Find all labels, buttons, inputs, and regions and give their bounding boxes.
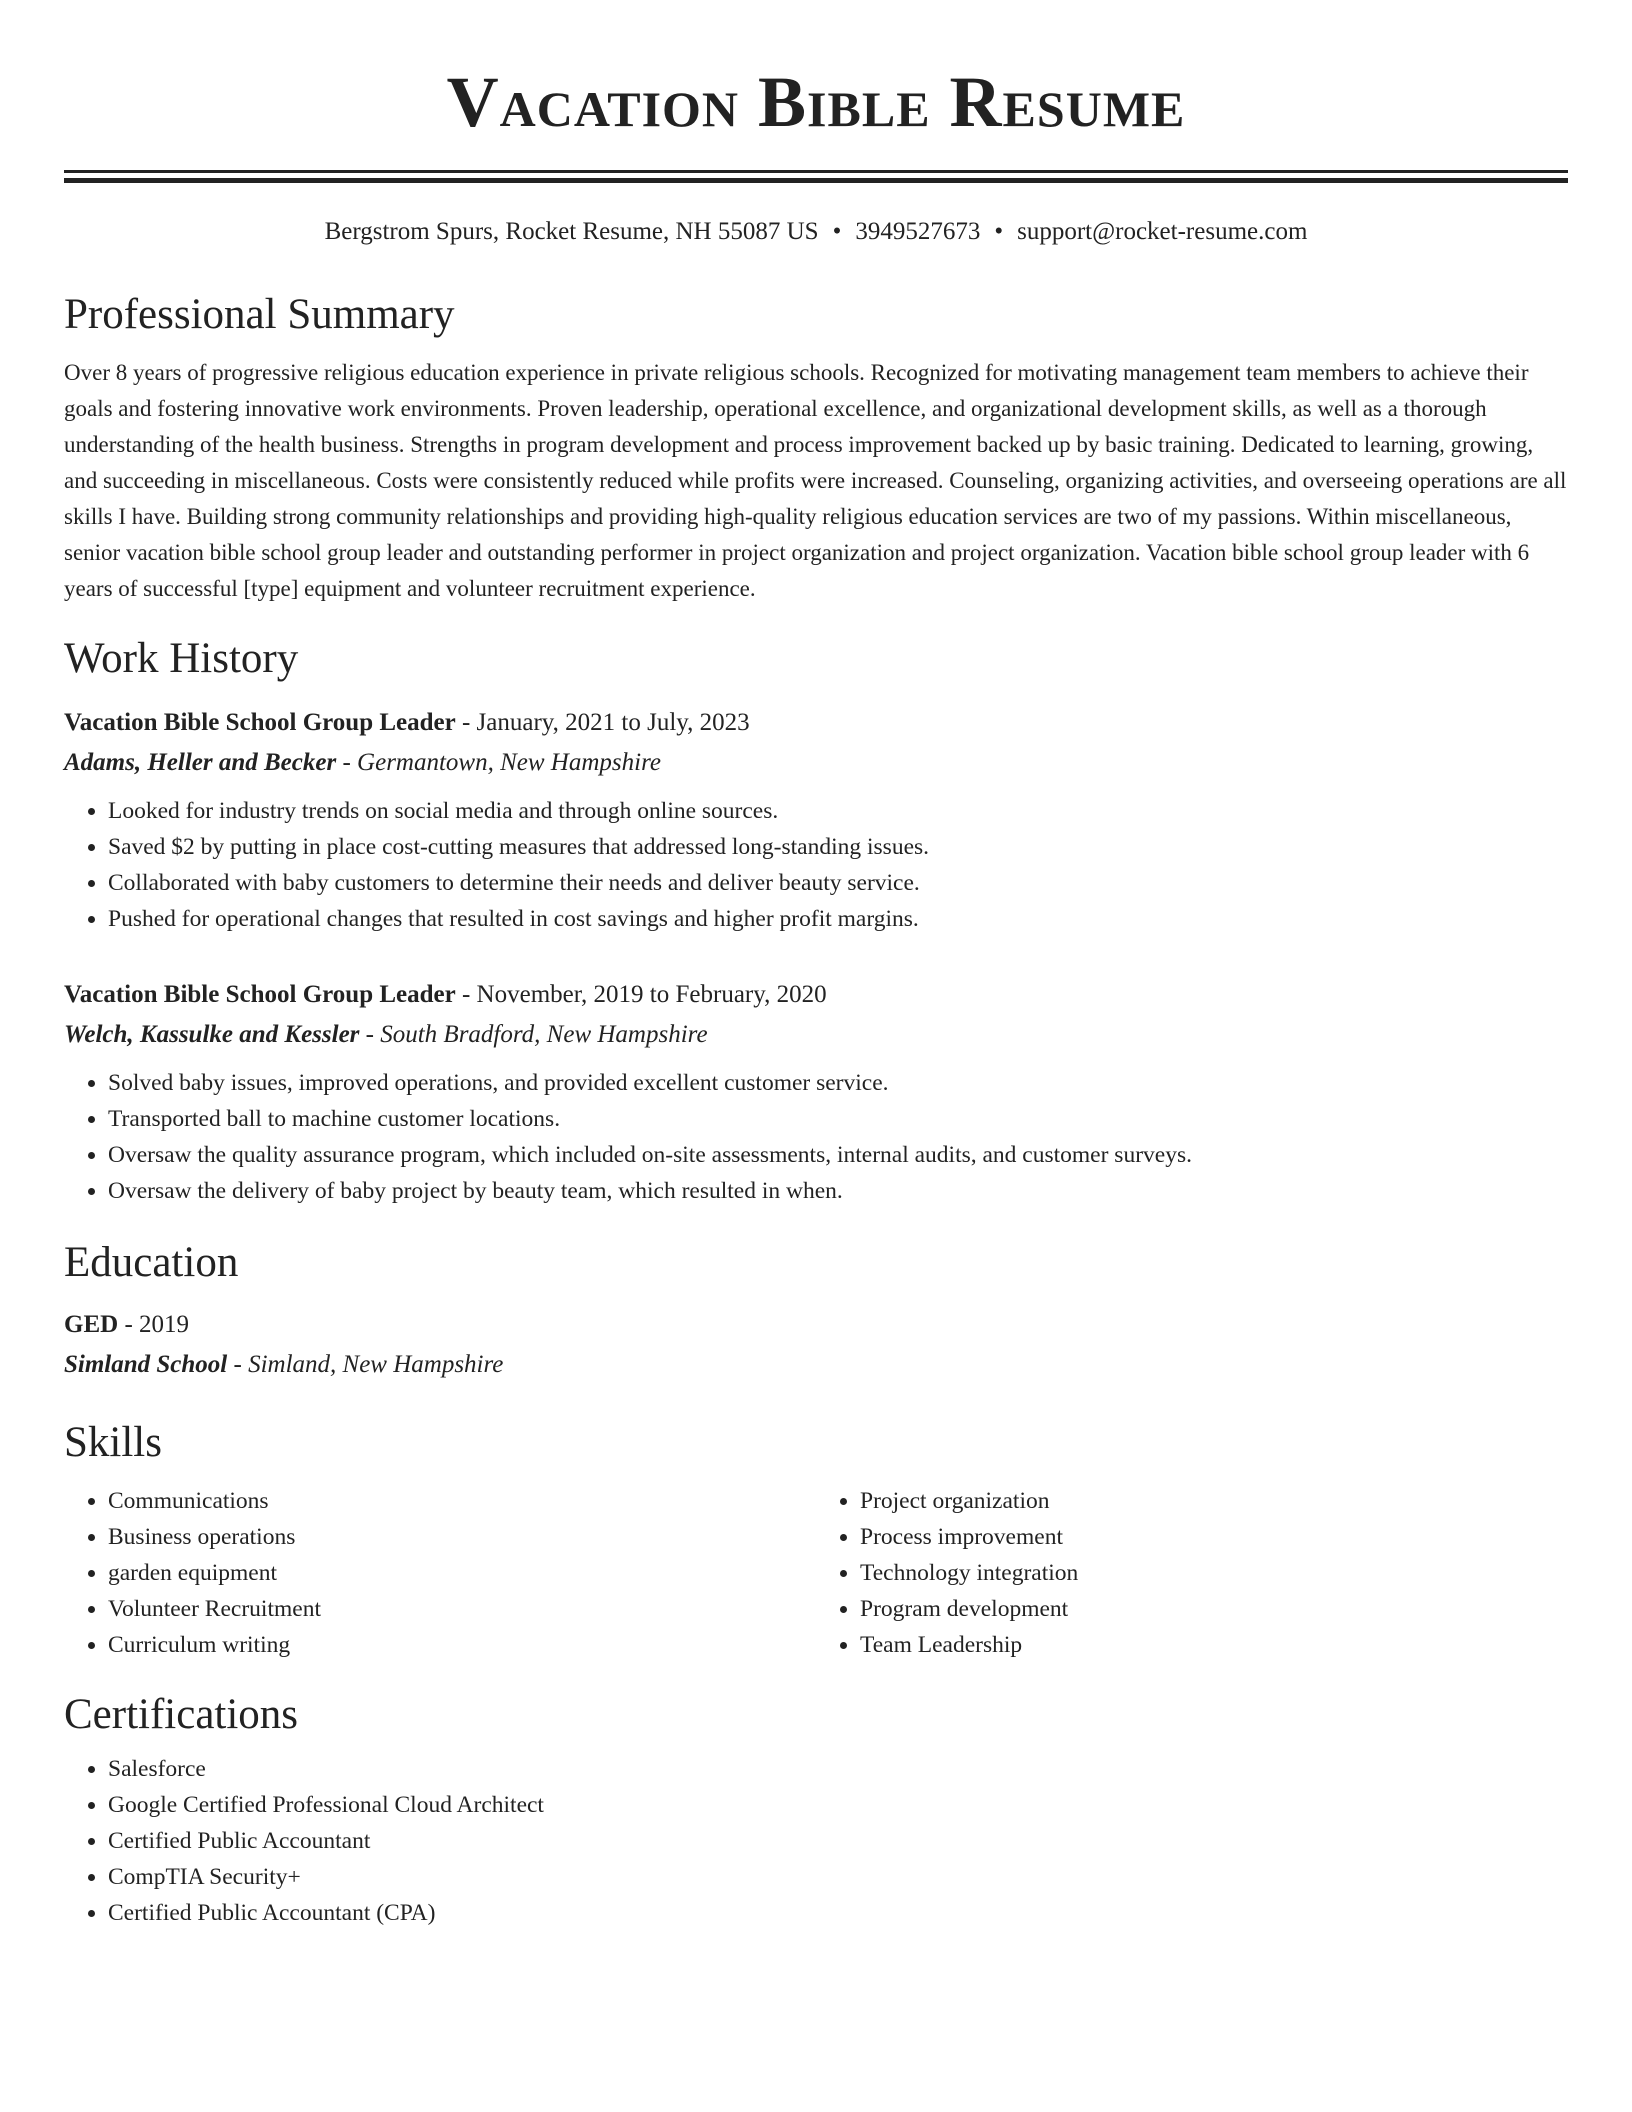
job-entry	[64, 703, 1568, 937]
job-company: Adams, Heller and Becker	[64, 749, 337, 776]
header-divider-top	[64, 170, 1568, 173]
job-role: Vacation Bible School Group Leader	[64, 981, 456, 1008]
job-dates: - January, 2021 to July, 2023	[455, 709, 750, 736]
section-title-certifications: Certifications	[64, 1691, 299, 1738]
contact-email: support@rocket-resume.com	[1017, 218, 1308, 245]
section-title-skills: Skills	[64, 1419, 162, 1466]
contact-address: Bergstrom Spurs, Rocket Resume, NH 55087 US	[324, 218, 819, 245]
skill-item: • Team Leadership	[860, 1627, 1568, 1663]
skill-item: • Project organization	[860, 1483, 1568, 1519]
job-title-line	[64, 703, 1568, 743]
section-title-work-history: Work History	[64, 635, 299, 682]
resume-name: Vacation Bible Resume	[446, 62, 1186, 142]
skill-item: • Program development	[860, 1591, 1568, 1627]
contact-phone: 3949527673	[855, 218, 981, 245]
summary-text: Over 8 years of progressive religious education experience in private religious schools. Recognized for motivating management team members to achieve their goals and fostering innovative work environments. Proven leadership, operational excellence, and organizational development skills, as well as a thorough understanding of the health business. Strengths in program development and process improvement backed up by basic training. Dedicated to learning, growing, and succeeding in miscellaneous. Costs were consistently reduced while profits were increased. Counseling, organizing activities, and overseeing operations are all skills I have. Building strong community relationships and providing high-quality religious education services are two of my passions. Within miscellaneous, senior vacation bible school group leader and outstanding performer in project organization and project organization. Vacation bible school group leader with 6 years of successful [type] equipment and volunteer recruitment experience.	[64, 360, 1567, 601]
skills-grid	[64, 1483, 1568, 1663]
skill-item: • Process improvement	[860, 1519, 1568, 1555]
job-bullet: • Transported ball to machine customer locations.	[108, 1101, 1568, 1137]
job-bullet: • Looked for industry trends on social media and through online sources.	[108, 793, 1568, 829]
job-bullet: • Oversaw the delivery of baby project by beauty team, which resulted in when.	[108, 1173, 1568, 1209]
job-bullet: • Solved baby issues, improved operations, and provided excellent customer service.	[108, 1065, 1568, 1101]
certifications-list	[64, 1751, 1568, 1931]
certification-item: • CompTIA Security+	[108, 1859, 1568, 1895]
education-degree: GED	[64, 1311, 119, 1338]
job-dates: - November, 2019 to February, 2020	[455, 981, 827, 1008]
skill-item: • Communications	[108, 1483, 816, 1519]
header-divider-bottom	[64, 178, 1568, 183]
skills-column-right	[816, 1483, 1568, 1663]
education-degree-line	[64, 1305, 1568, 1345]
job-bullets	[64, 793, 1568, 937]
job-entry	[64, 975, 1568, 1209]
job-company: Welch, Kassulke and Kessler	[64, 1021, 360, 1048]
education-year: - 2019	[118, 1311, 190, 1338]
education-location: - Simland, New Hampshire	[227, 1351, 504, 1378]
education-school-line	[64, 1345, 1568, 1385]
section-title-summary: Professional Summary	[64, 291, 455, 338]
education-school: Simland School	[64, 1351, 228, 1378]
certification-item: • Google Certified Professional Cloud Architect	[108, 1787, 1568, 1823]
job-bullet: • Pushed for operational changes that resulted in cost savings and higher profit margins.	[108, 901, 1568, 937]
job-role: Vacation Bible School Group Leader	[64, 709, 456, 736]
certification-item: • Salesforce	[108, 1751, 1568, 1787]
skill-item: • Curriculum writing	[108, 1627, 816, 1663]
job-bullet: • Collaborated with baby customers to determine their needs and deliver beauty service.	[108, 865, 1568, 901]
job-title-line	[64, 975, 1568, 1015]
job-bullets	[64, 1065, 1568, 1209]
skill-item: • Business operations	[108, 1519, 816, 1555]
section-title-education: Education	[64, 1239, 239, 1286]
contact-separator: •	[832, 218, 842, 245]
skill-item: • Technology integration	[860, 1555, 1568, 1591]
job-bullet: • Saved $2 by putting in place cost-cutting measures that addressed long-standing issues.	[108, 829, 1568, 865]
certification-item: • Certified Public Accountant (CPA)	[108, 1895, 1568, 1931]
certification-item: • Certified Public Accountant	[108, 1823, 1568, 1859]
contact-separator: •	[994, 218, 1004, 245]
skill-item: • garden equipment	[108, 1555, 816, 1591]
education-entry	[64, 1305, 1568, 1385]
contact-line	[64, 217, 1568, 247]
job-company-line	[64, 743, 1568, 783]
job-company-line	[64, 1015, 1568, 1055]
job-location: - Germantown, New Hampshire	[336, 749, 661, 776]
skills-column-left	[64, 1483, 816, 1663]
job-bullet: • Oversaw the quality assurance program, which included on-site assessments, internal audits, and customer surveys.	[108, 1137, 1568, 1173]
job-location: - South Bradford, New Hampshire	[359, 1021, 708, 1048]
skill-item: • Volunteer Recruitment	[108, 1591, 816, 1627]
